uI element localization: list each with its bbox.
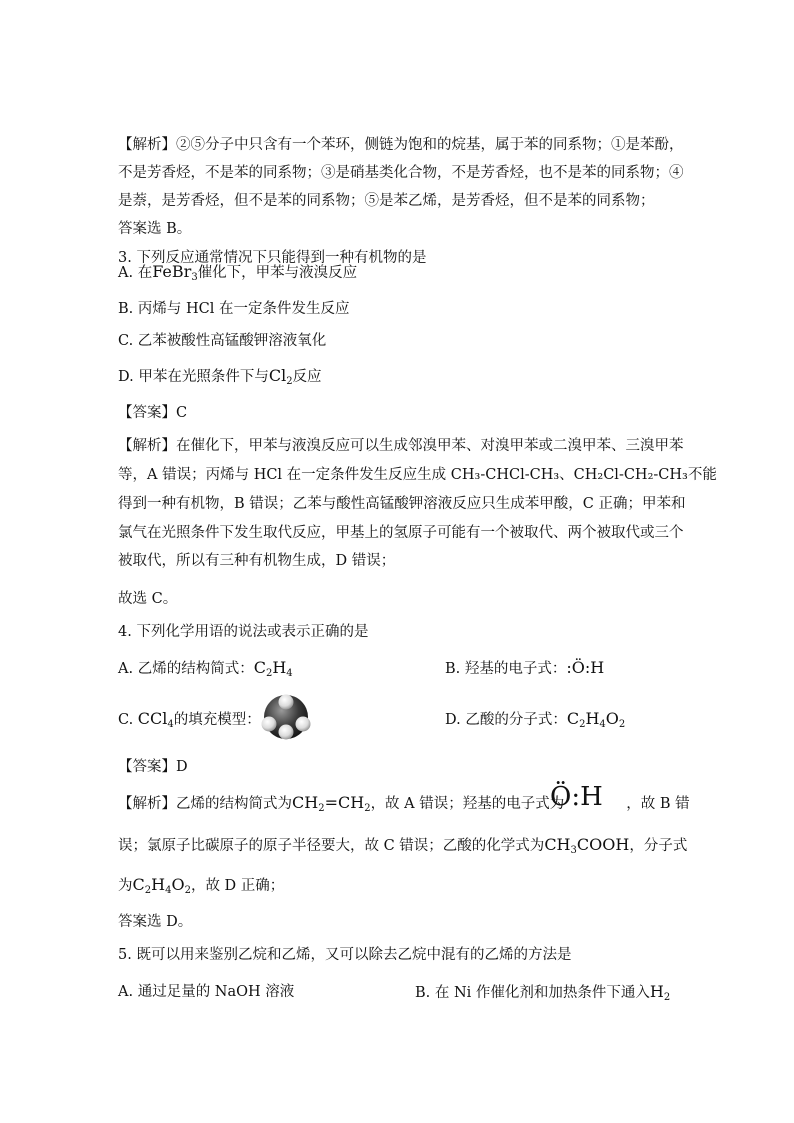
- analysis-q4-line2: 误；氯原子比碳原子的原子半径要大，故 C 错误；乙酸的化学式为$CH_3COOH$，分子式: [118, 835, 688, 856]
- answer-q3-conclusion: 故选 C。: [118, 591, 178, 607]
- ccl4-space-filling-model: [258, 693, 314, 743]
- question-4: 4. 下列化学用语的说法或表示正确的是: [118, 624, 369, 640]
- question-3: 3. 下列反应通常情况下只能得到一种有机物的是: [118, 250, 427, 266]
- q4-option-b: B. 羟基的电子式：:Ö:H: [445, 658, 605, 677]
- analysis-q3-line5: 被取代，所以有三种有机物生成，D 错误；: [118, 553, 396, 569]
- hydroxyl-electron-formula: Ö:H: [550, 782, 603, 812]
- q3-option-b: B. 丙烯与 HCl 在一定条件发生反应: [118, 301, 350, 317]
- q4-option-a: A. 乙烯的结构简式：$C_2H_4$: [118, 658, 293, 679]
- analysis-q3-line3: 得到一种有机物，B 错误；乙苯与酸性高锰酸钾溶液反应只生成苯甲酸，C 正确；甲苯和: [118, 496, 686, 512]
- q5-option-b: B. 在 Ni 作催化剂和加热条件下通入$H_2$: [415, 982, 671, 1003]
- q3-option-c: C. 乙苯被酸性高锰酸钾溶液氧化: [118, 333, 327, 349]
- analysis-q2-line1: 【解析】②⑤分子中只含有一个苯环，侧链为饱和的烷基，属于苯的同系物；①是苯酚，: [118, 137, 684, 153]
- question-5: 5. 既可以用来鉴别乙烷和乙烯，又可以除去乙烷中混有的乙烯的方法是: [118, 947, 572, 963]
- answer-q3: 【答案】C: [118, 405, 188, 421]
- analysis-q3-line1: 【解析】在催化下，甲苯与液溴反应可以生成邻溴甲苯、对溴甲苯或二溴甲苯、三溴甲苯: [118, 438, 684, 454]
- analysis-q4-line1: 【解析】乙烯的结构简式为$CH_2=CH_2$，故 A 错误；羟基的电子式为 ，故 B 错: [118, 793, 690, 814]
- q5-option-a: A. 通过足量的 NaOH 溶液: [118, 984, 295, 1000]
- q3-option-d: D. 甲苯在光照条件下与$Cl_2$反应: [118, 366, 322, 387]
- analysis-q3-line4: 氯气在光照条件下发生取代反应，甲基上的氢原子可能有一个被取代、两个被取代或三个: [118, 525, 684, 541]
- answer-q4-conclusion: 答案选 D。: [118, 914, 193, 930]
- answer-q4: 【答案】D: [118, 759, 188, 775]
- answer-q2: 答案选 B。: [118, 221, 192, 237]
- q4-option-d: D. 乙酸的分子式：$C_2H_4O_2$: [445, 709, 626, 730]
- analysis-q4-line3: 为$C_2H_4O_2$，故 D 正确；: [118, 875, 285, 896]
- analysis-q3-line2: 等，A 错误；丙烯与 HCl 在一定条件发生反应生成 CH₃-CHCl-CH₃、CH₂Cl-CH₂-CH₃不能: [118, 467, 717, 483]
- q4-option-c: C. CCl$_4$的填充模型：: [118, 709, 261, 730]
- analysis-q2-line3: 是萘，是芳香烃，但不是苯的同系物；⑤是苯乙烯，是芳香烃，但不是苯的同系物；: [118, 193, 655, 209]
- analysis-q2-line2: 不是芳香烃，不是苯的同系物；③是硝基类化合物，不是芳香烃，也不是苯的同系物；④: [118, 165, 684, 181]
- q3-option-a: A. 在FeBr$_3$催化下，甲苯与液溴反应: [118, 262, 358, 283]
